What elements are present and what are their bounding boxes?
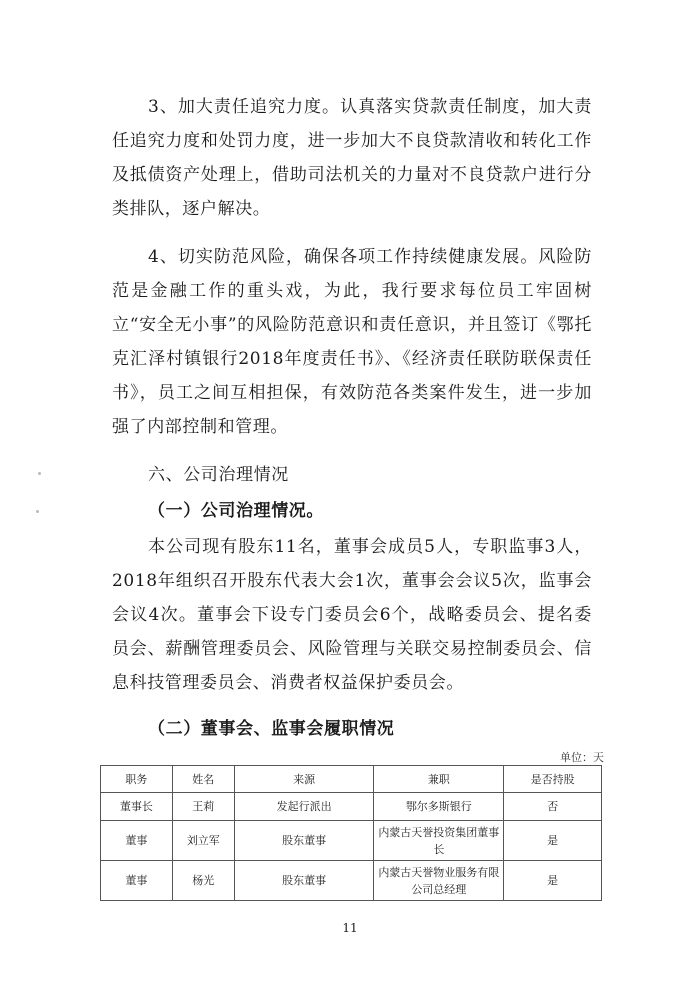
header-name: 姓名 — [172, 766, 234, 793]
section-heading-governance: 六、公司治理情况 — [148, 465, 289, 485]
cell-shareholding: 否 — [504, 793, 602, 821]
table-header-row — [101, 766, 602, 793]
table-row — [101, 821, 602, 861]
cell-position: 董事 — [101, 821, 173, 861]
header-source: 来源 — [234, 766, 374, 793]
cell-shareholding: 是 — [504, 861, 602, 901]
page-number: 11 — [342, 921, 358, 935]
subsection-heading-governance: （一）公司治理情况。 — [148, 501, 324, 521]
cell-position: 董事 — [101, 861, 173, 901]
table-row — [101, 793, 602, 821]
scan-speck — [38, 472, 41, 475]
cell-name: 王莉 — [172, 793, 234, 821]
cell-concurrent-post: 内蒙古天誉物业服务有限公司总经理 — [374, 861, 504, 901]
cell-shareholding: 是 — [504, 821, 602, 861]
paragraph-governance: 本公司现有股东11名，董事会成员5人，专职监事3人，2018年组织召开股东代表大会1次，董事会会议5次，监事会会议4次。董事会下设专门委员会6个，战略委员会、提名委员会、薪酬管理委员会、风险管理与关联交易控制委员会、信息科技管理委员会、消费者权益保护委员会。 — [112, 537, 592, 693]
cell-concurrent-post: 鄂尔多斯银行 — [374, 793, 504, 821]
paragraph-risk-prevention: 4、切实防范风险，确保各项工作持续健康发展。风险防范是金融工作的重头戏，为此，我行要求每位员工牢固树立“安全无小事”的风险防范意识和责任意识，并且签订《鄂托克汇泽村镇银行2018年度责任书》、《经济责任联防联保责任书》，员工之间互相担保，有效防范各类案件发生，进一步加强了内部控制和管理。 — [112, 247, 592, 437]
scan-speck — [36, 510, 39, 513]
board-members-table — [100, 765, 602, 901]
cell-concurrent-post: 内蒙古天誉投资集团董事长 — [374, 821, 504, 861]
cell-name: 刘立军 — [172, 821, 234, 861]
cell-name: 杨光 — [172, 861, 234, 901]
paragraph-liability: 3、加大责任追究力度。认真落实贷款责任制度，加大责任追究力度和处罚力度，进一步加大不良贷款清收和转化工作及抵债资产处理上，借助司法机关的力量对不良贷款户进行分类排队，逐户解决。 — [112, 97, 592, 219]
table-row — [101, 861, 602, 901]
header-shareholding: 是否持股 — [504, 766, 602, 793]
cell-source: 股东董事 — [234, 861, 374, 901]
header-concurrent-post: 兼职 — [374, 766, 504, 793]
subsection-heading-board-duties: （二）董事会、监事会履职情况 — [148, 719, 395, 739]
cell-source: 股东董事 — [234, 821, 374, 861]
cell-position: 董事长 — [101, 793, 173, 821]
cell-source: 发起行派出 — [234, 793, 374, 821]
unit-label: 单位：天 — [560, 751, 604, 764]
header-position: 职务 — [101, 766, 173, 793]
